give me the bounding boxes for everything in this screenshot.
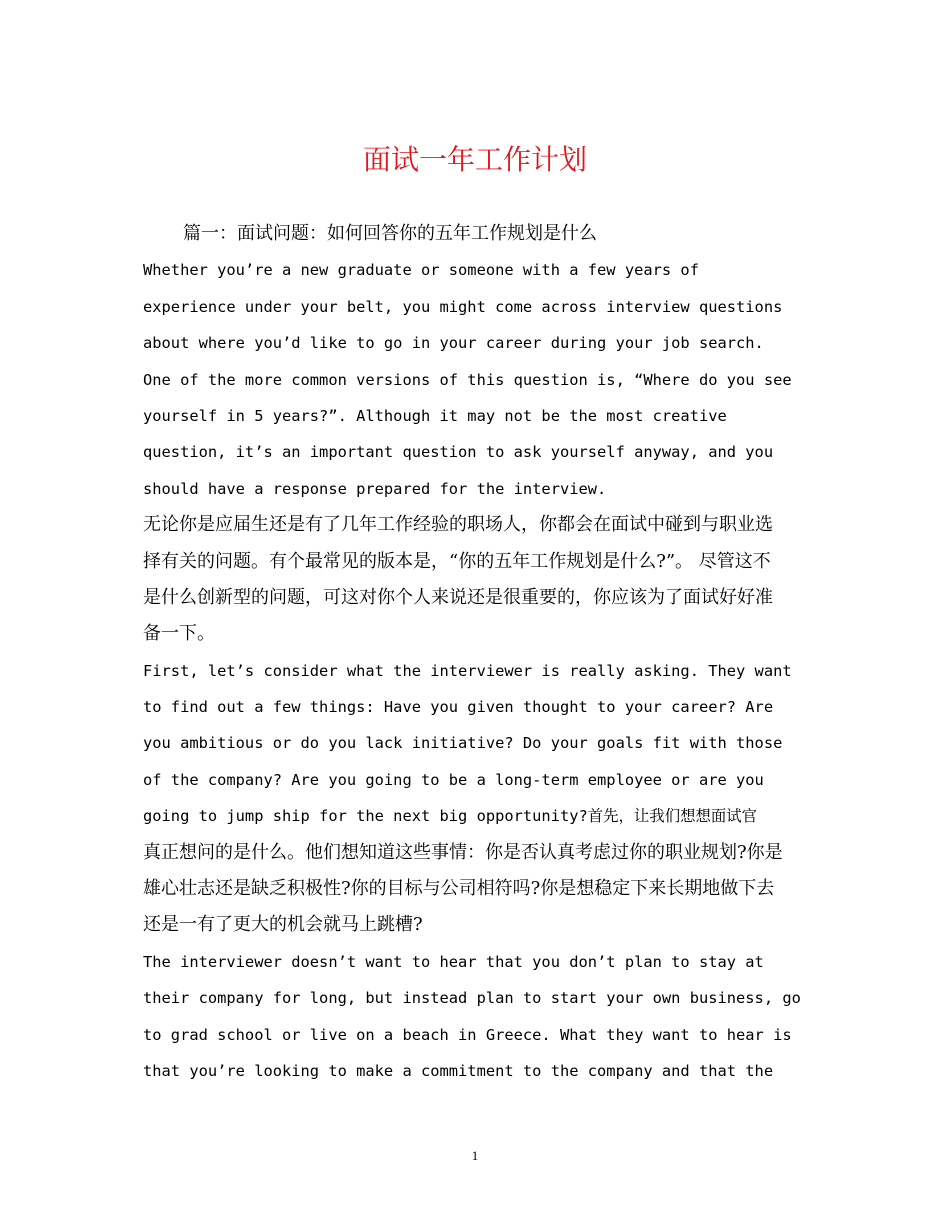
text-line: 是什么创新型的问题，可这对你个人来说还是很重要的，你应该为了面试好好准	[143, 586, 773, 608]
subheading: 篇一：面试问题：如何回答你的五年工作规划是什么	[183, 223, 597, 244]
text-line: yourself in 5 years?”. Although it may not be the most creative	[143, 406, 727, 425]
text-line: of the company? Are you going to be a long-term employee or are you	[143, 770, 764, 789]
text-line: experience under your belt, you might come across interview questions	[143, 297, 783, 316]
text-line: going to jump ship for the next big opportunity?首先，让我们想想面试官	[143, 807, 758, 826]
text-line: 真正想问的是什么。他们想知道这些事情：你是否认真考虑过你的职业规划?你是	[143, 841, 783, 863]
text-line: should have a response prepared for the interview.	[143, 479, 607, 498]
text-line: First, let’s consider what the interviewer is really asking. They want	[143, 661, 792, 680]
text-line: to find out a few things: Have you given thought to your career? Are	[143, 698, 774, 717]
text-line: 择有关的问题。有个最常见的版本是，“你的五年工作规划是什么?”。 尽管这不	[143, 550, 771, 572]
text-line: to grad school or live on a beach in Greece. What they want to hear is	[143, 1025, 792, 1044]
page-number: 1	[471, 1148, 479, 1163]
text-line: about where you’d like to go in your career during your job search.	[143, 334, 764, 353]
page-title: 面试一年工作计划	[362, 143, 587, 176]
text-line: their company for long, but instead plan to start your own business, go	[143, 989, 801, 1008]
text-line: 无论你是应届生还是有了几年工作经验的职场人，你都会在面试中碰到与职业选	[143, 514, 773, 536]
text-line: question, it’s an important question to ask yourself anyway, and you	[143, 443, 774, 462]
document-body	[143, 216, 813, 1089]
text-line: that you’re looking to make a commitment to the company and that the	[143, 1061, 774, 1080]
text-line: 还是一有了更大的机会就马上跳槽?	[143, 914, 423, 936]
text-line: 雄心壮志还是缺乏积极性?你的目标与公司相符吗?你是想稳定下来长期地做下去	[143, 878, 775, 900]
text-line: The interviewer doesn’t want to hear that you don’t plan to stay at	[143, 952, 764, 971]
text-line: you ambitious or do you lack initiative? Do your goals fit with those	[143, 734, 783, 753]
text-line: One of the more common versions of this question is, “Where do you see	[143, 370, 792, 389]
text-line: 备一下。	[143, 623, 215, 645]
text-line: Whether you’re a new graduate or someone with a few years of	[143, 261, 699, 280]
